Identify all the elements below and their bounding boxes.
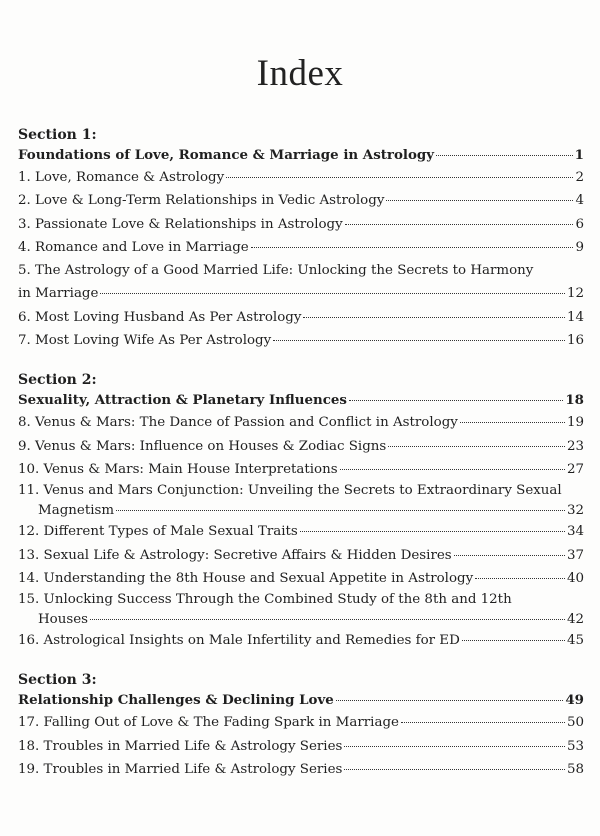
toc-entry bbox=[18, 501, 584, 520]
toc-entry bbox=[18, 166, 584, 189]
toc-entry bbox=[18, 236, 584, 259]
dot-leader bbox=[401, 722, 565, 723]
dot-leader bbox=[336, 700, 564, 701]
entry-title: 2. Love & Long-Term Relationships in Vedic Astrology bbox=[18, 193, 385, 209]
dot-leader bbox=[344, 769, 565, 770]
entry-page-number: 58 bbox=[566, 762, 584, 778]
toc-entry bbox=[18, 567, 584, 590]
section-heading: Relationship Challenges & Declining Love bbox=[18, 692, 334, 709]
entry-title-line1: 5. The Astrology of a Good Married Life: Unlocking the Secrets to Harmony bbox=[18, 263, 534, 279]
entry-title: 1. Love, Romance & Astrology bbox=[18, 170, 225, 185]
dot-leader bbox=[116, 510, 565, 511]
entry-title-line1: 15. Unlocking Success Through the Combined Study of the 8th and 12th bbox=[18, 592, 512, 608]
toc-entry bbox=[18, 544, 584, 567]
entry-page-number: 40 bbox=[566, 570, 584, 586]
section-number: Section 2: bbox=[18, 372, 97, 389]
toc-entry bbox=[18, 306, 584, 329]
toc-entry bbox=[18, 610, 584, 629]
toc-entry bbox=[18, 758, 584, 781]
section-page-number: 49 bbox=[565, 692, 584, 709]
dot-leader bbox=[90, 619, 565, 620]
dot-leader bbox=[454, 555, 565, 556]
entry-page-number: 14 bbox=[566, 309, 584, 325]
dot-leader bbox=[475, 578, 565, 579]
section-page-number: 18 bbox=[565, 392, 584, 409]
dot-leader bbox=[436, 155, 573, 156]
entry-title: 12. Different Types of Male Sexual Traits bbox=[18, 524, 298, 540]
entry-page-number: 4 bbox=[575, 193, 584, 209]
entry-page-number: 23 bbox=[566, 438, 584, 454]
dot-leader bbox=[251, 247, 574, 248]
section-heading-row bbox=[18, 689, 584, 711]
entry-page-number: 34 bbox=[566, 524, 584, 540]
entry-title: 19. Troubles in Married Life & Astrology Series bbox=[18, 762, 343, 778]
toc-entry bbox=[18, 520, 584, 543]
entry-page-number: 9 bbox=[575, 239, 584, 255]
entry-page-number: 45 bbox=[566, 633, 584, 649]
entry-title: 14. Understanding the 8th House and Sexual Appetite in Astrology bbox=[18, 570, 474, 586]
toc-entry bbox=[18, 329, 584, 352]
toc-entry bbox=[18, 213, 584, 236]
entry-title: 17. Falling Out of Love & The Fading Spark in Marriage bbox=[18, 715, 399, 731]
entry-title: 9. Venus & Mars: Influence on Houses & Zodiac Signs bbox=[18, 438, 387, 454]
toc-entry bbox=[18, 282, 584, 305]
entry-title-continued: in Marriage bbox=[18, 286, 99, 302]
dot-leader bbox=[345, 224, 574, 225]
entry-page-number: 2 bbox=[575, 170, 584, 185]
section-number: Section 3: bbox=[18, 672, 97, 689]
entry-page-number: 6 bbox=[575, 216, 584, 232]
entry-title: 6. Most Loving Husband As Per Astrology bbox=[18, 309, 302, 325]
entry-title: 16. Astrological Insights on Male Infertility and Remedies for ED bbox=[18, 633, 460, 649]
entry-page-number: 32 bbox=[566, 503, 584, 519]
entry-title: 7. Most Loving Wife As Per Astrology bbox=[18, 333, 272, 349]
page-title: Index bbox=[256, 53, 344, 94]
toc-entry bbox=[18, 189, 584, 212]
dot-leader bbox=[386, 200, 573, 201]
entry-title: 4. Romance and Love in Marriage bbox=[18, 239, 249, 255]
dot-leader bbox=[100, 293, 565, 294]
toc-entry bbox=[18, 735, 584, 758]
entry-title-line1: 11. Venus and Mars Conjunction: Unveiling the Secrets to Extraordinary Sexual bbox=[18, 483, 562, 499]
entry-page-number: 42 bbox=[566, 612, 584, 628]
section-number: Section 1: bbox=[18, 127, 97, 143]
section-2 bbox=[18, 371, 584, 652]
section-heading-row bbox=[18, 389, 584, 411]
section-page-number: 1 bbox=[574, 147, 584, 163]
entry-title: 8. Venus & Mars: The Dance of Passion and Conflict in Astrology bbox=[18, 415, 458, 431]
dot-leader bbox=[340, 469, 565, 470]
entry-page-number: 27 bbox=[566, 461, 584, 477]
toc-entry bbox=[18, 711, 584, 734]
dot-leader bbox=[462, 640, 565, 641]
dot-leader bbox=[388, 446, 565, 447]
dot-leader bbox=[349, 400, 563, 401]
entry-page-number: 37 bbox=[566, 547, 584, 563]
dot-leader bbox=[344, 746, 565, 747]
toc-entry bbox=[18, 411, 584, 434]
toc-entry bbox=[18, 435, 584, 458]
entry-title: 13. Sexual Life & Astrology: Secretive Affairs & Hidden Desires bbox=[18, 547, 452, 563]
entry-page-number: 12 bbox=[566, 286, 584, 302]
entry-page-number: 19 bbox=[566, 415, 584, 431]
entry-title-continued: Houses bbox=[38, 612, 89, 628]
entry-title: 18. Troubles in Married Life & Astrology Series bbox=[18, 738, 343, 754]
section-heading-row bbox=[18, 144, 584, 166]
section-heading: Foundations of Love, Romance & Marriage in Astrology bbox=[18, 147, 435, 163]
entry-page-number: 50 bbox=[566, 715, 584, 731]
dot-leader bbox=[300, 531, 565, 532]
dot-leader bbox=[460, 422, 565, 423]
entry-title: 10. Venus & Mars: Main House Interpretations bbox=[18, 461, 338, 477]
table-of-contents bbox=[18, 126, 584, 781]
entry-page-number: 53 bbox=[566, 738, 584, 754]
entry-page-number: 16 bbox=[566, 333, 584, 349]
section-1 bbox=[18, 126, 584, 352]
toc-entry bbox=[18, 629, 584, 652]
section-3 bbox=[18, 671, 584, 781]
entry-title: 3. Passionate Love & Relationships in Astrology bbox=[18, 216, 343, 232]
entry-title-continued: Magnetism bbox=[38, 503, 115, 519]
dot-leader bbox=[273, 340, 565, 341]
dot-leader bbox=[303, 317, 565, 318]
section-heading: Sexuality, Attraction & Planetary Influences bbox=[18, 392, 347, 409]
dot-leader bbox=[226, 177, 573, 178]
toc-entry bbox=[18, 458, 584, 481]
